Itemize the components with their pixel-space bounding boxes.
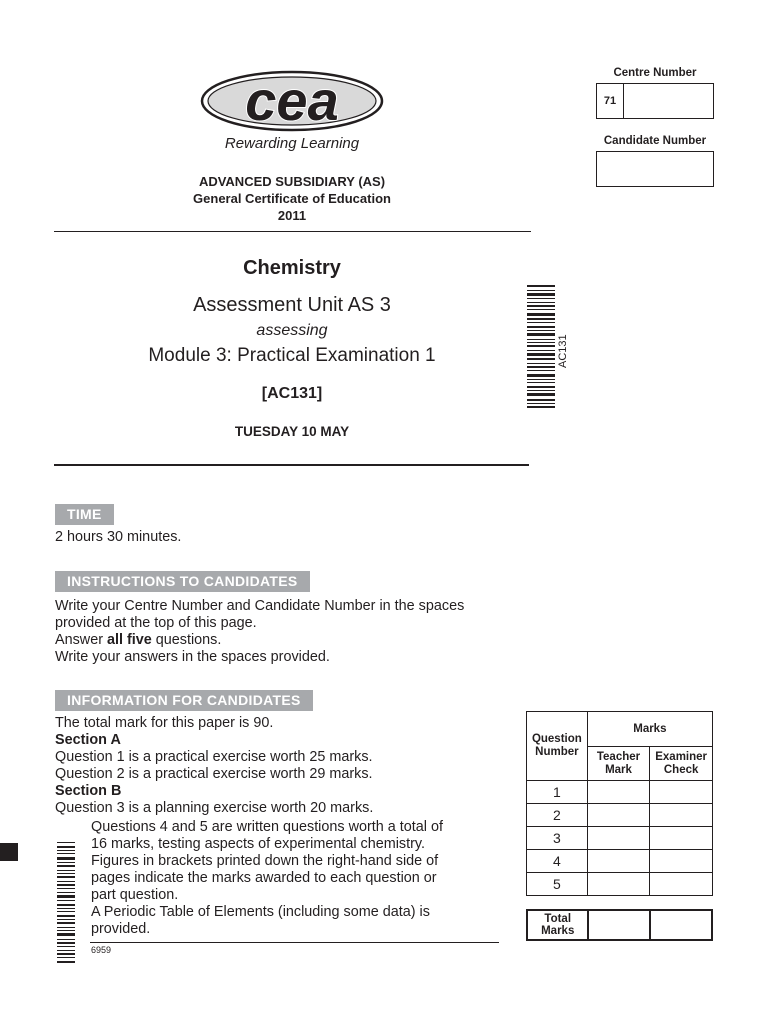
candidate-number-box[interactable] [596, 151, 714, 187]
examiner-check-cell[interactable] [650, 827, 713, 850]
question-number: 1 [527, 781, 588, 804]
barcode-bar [527, 285, 555, 287]
teacher-mark-cell[interactable] [587, 827, 650, 850]
instructions-block [55, 598, 525, 666]
barcode-bar [57, 846, 75, 848]
total-teacher-cell[interactable] [588, 910, 650, 940]
info-section-a: Section A [55, 732, 121, 748]
info-q2: Question 2 is a practical exercise worth 29 marks. [55, 766, 373, 782]
info-periodic-line-2: provided. [91, 921, 151, 937]
barcode-bar [57, 873, 75, 874]
barcode-bar [57, 915, 75, 917]
barcode-bar [527, 333, 555, 336]
barcode-bar [527, 382, 555, 383]
barcode-bar [57, 862, 75, 863]
total-examiner-cell[interactable] [650, 910, 712, 940]
barcode-bar [527, 379, 555, 380]
question-number: 2 [527, 804, 588, 827]
barcode-bar [57, 908, 75, 909]
header-level: ADVANCED SUBSIDIARY (AS) [198, 174, 386, 189]
barcode-bar [527, 309, 555, 310]
barcode-bar [527, 298, 555, 299]
barcode-bar [57, 876, 75, 878]
barcode-bar [57, 904, 75, 906]
barcode-bar [57, 939, 75, 940]
barcode-left [57, 842, 75, 964]
info-figures-line-1: Figures in brackets printed down the right-hand side of [91, 853, 439, 869]
marks-row [527, 804, 713, 827]
time-text: 2 hours 30 minutes. [55, 529, 182, 545]
title-rule [54, 464, 529, 466]
instructions-line-3-pre: Answer [55, 632, 107, 648]
info-periodic-line-1: A Periodic Table of Elements (including some data) is [91, 904, 430, 920]
barcode-code-text: AC131 [557, 334, 569, 368]
footer-code: 6959 [91, 945, 112, 955]
barcode-right [527, 285, 555, 410]
header-qualification: General Certificate of Education [193, 191, 391, 206]
edge-registration-mark [0, 843, 18, 861]
info-q45-line-2: 16 marks, testing aspects of experimental chemistry. [91, 836, 426, 852]
instructions-line-3-post: questions. [151, 632, 222, 648]
barcode-bar [57, 865, 75, 867]
centre-number-prefix: 71 [603, 95, 617, 107]
barcode-bar [57, 870, 75, 871]
module-title: Module 3: Practical Examination 1 [148, 345, 436, 366]
barcode-bar [57, 853, 75, 854]
barcode-bar [57, 942, 75, 944]
instructions-line-2: provided at the top of this page. [55, 615, 257, 631]
barcode-bar [57, 857, 75, 860]
info-figures-line-2: pages indicate the marks awarded to each question or [91, 870, 437, 886]
barcode-bar [57, 930, 75, 931]
assessing-text: assessing [256, 322, 328, 339]
logo-text: cea [245, 70, 339, 132]
info-q3: Question 3 is a planning exercise worth 20 marks. [55, 800, 374, 816]
barcode-bar [527, 370, 555, 371]
teacher-mark-cell[interactable] [587, 850, 650, 873]
barcode-bar [57, 927, 75, 928]
examiner-check-cell[interactable] [650, 804, 713, 827]
info-q1: Question 1 is a practical exercise worth 25 marks. [55, 749, 373, 765]
candidate-number-label: Candidate Number [603, 135, 707, 147]
centre-number-box[interactable] [596, 83, 714, 119]
barcode-bar [527, 293, 555, 296]
header-rule [54, 231, 531, 232]
barcode-bar [57, 922, 75, 924]
cea-logo [200, 70, 385, 132]
barcode-bar [527, 345, 555, 347]
barcode-bar [527, 390, 555, 391]
barcode-bar [57, 850, 75, 851]
information-heading: INFORMATION FOR CANDIDATES [55, 690, 313, 711]
information-block [55, 715, 525, 817]
barcode-bar [527, 342, 555, 343]
barcode-bar [57, 900, 75, 901]
time-heading: TIME [55, 504, 114, 525]
barcode-bar [527, 393, 555, 396]
marks-row [527, 873, 713, 896]
info-q45-line-1: Questions 4 and 5 are written questions worth a total of [91, 819, 443, 835]
barcode-bar [57, 961, 75, 963]
barcode-bar [527, 305, 555, 307]
barcode-bar [57, 881, 75, 882]
marks-row [527, 781, 713, 804]
cea-logo-mark [200, 70, 385, 132]
examiner-check-header: Examiner Check [650, 747, 713, 781]
barcode-bar [527, 386, 555, 388]
barcode-bar [57, 933, 75, 936]
question-number: 3 [527, 827, 588, 850]
barcode-bar [527, 350, 555, 351]
info-total: The total mark for this paper is 90. [55, 715, 274, 731]
barcode-bar [57, 950, 75, 951]
marks-table [526, 711, 713, 896]
barcode-bar [527, 318, 555, 320]
barcode-bar [527, 326, 555, 328]
info-figures-line-3: part question. [91, 887, 179, 903]
teacher-mark-cell[interactable] [587, 804, 650, 827]
barcode-bar [527, 353, 555, 356]
barcode-bar [527, 339, 555, 340]
instructions-line-3 [55, 632, 525, 649]
barcode-bar [57, 953, 75, 955]
question-number: 5 [527, 873, 588, 896]
paper-code: [AC131] [261, 385, 323, 402]
barcode-bar [57, 842, 75, 843]
barcode-bar [527, 330, 555, 331]
barcode-bar [527, 302, 555, 303]
question-number: 4 [527, 850, 588, 873]
instructions-line-1: Write your Centre Number and Candidate Number in the spaces [55, 598, 465, 614]
teacher-mark-cell[interactable] [587, 781, 650, 804]
instructions-line-4: Write your answers in the spaces provided. [55, 649, 330, 665]
barcode-bar [527, 403, 555, 404]
instructions-line-3-bold: all five [106, 632, 152, 648]
exam-date: TUESDAY 10 MAY [234, 424, 350, 439]
barcode-bar [527, 322, 555, 323]
footer-rule [90, 942, 499, 943]
barcode-bar [527, 406, 555, 408]
barcode-bar [57, 892, 75, 893]
centre-number-label: Centre Number [613, 67, 697, 79]
barcode-bar [57, 911, 75, 912]
barcode-bar [57, 884, 75, 886]
marks-row [527, 850, 713, 873]
barcode-bar [527, 374, 555, 377]
information-block-indented [91, 819, 511, 938]
barcode-bar [57, 888, 75, 889]
barcode-bar [57, 946, 75, 947]
barcode-bar [527, 313, 555, 316]
header-year: 2011 [277, 208, 307, 223]
barcode-bar [57, 895, 75, 898]
instructions-heading: INSTRUCTIONS TO CANDIDATES [55, 571, 310, 592]
barcode-bar [527, 358, 555, 360]
question-number-header: Question Number [527, 712, 588, 781]
examiner-check-cell[interactable] [650, 781, 713, 804]
total-marks-label: Total Marks [527, 910, 588, 940]
barcode-bar [527, 366, 555, 368]
total-marks-table [526, 909, 713, 941]
barcode-bar [527, 363, 555, 364]
barcode-bar [57, 957, 75, 958]
barcode-bar [527, 290, 555, 291]
subject-title: Chemistry [243, 257, 341, 279]
marks-header: Marks [587, 712, 712, 747]
teacher-mark-header: Teacher Mark [587, 747, 650, 781]
marks-row [527, 827, 713, 850]
unit-title: Assessment Unit AS 3 [193, 294, 391, 316]
barcode-bar [527, 399, 555, 401]
teacher-mark-cell[interactable] [587, 873, 650, 896]
logo-tagline: Rewarding Learning [224, 135, 360, 152]
examiner-check-cell[interactable] [650, 850, 713, 873]
info-section-b: Section B [55, 783, 122, 799]
examiner-check-cell[interactable] [650, 873, 713, 896]
centre-number-prefix-cell [597, 84, 624, 118]
barcode-bar [57, 919, 75, 920]
